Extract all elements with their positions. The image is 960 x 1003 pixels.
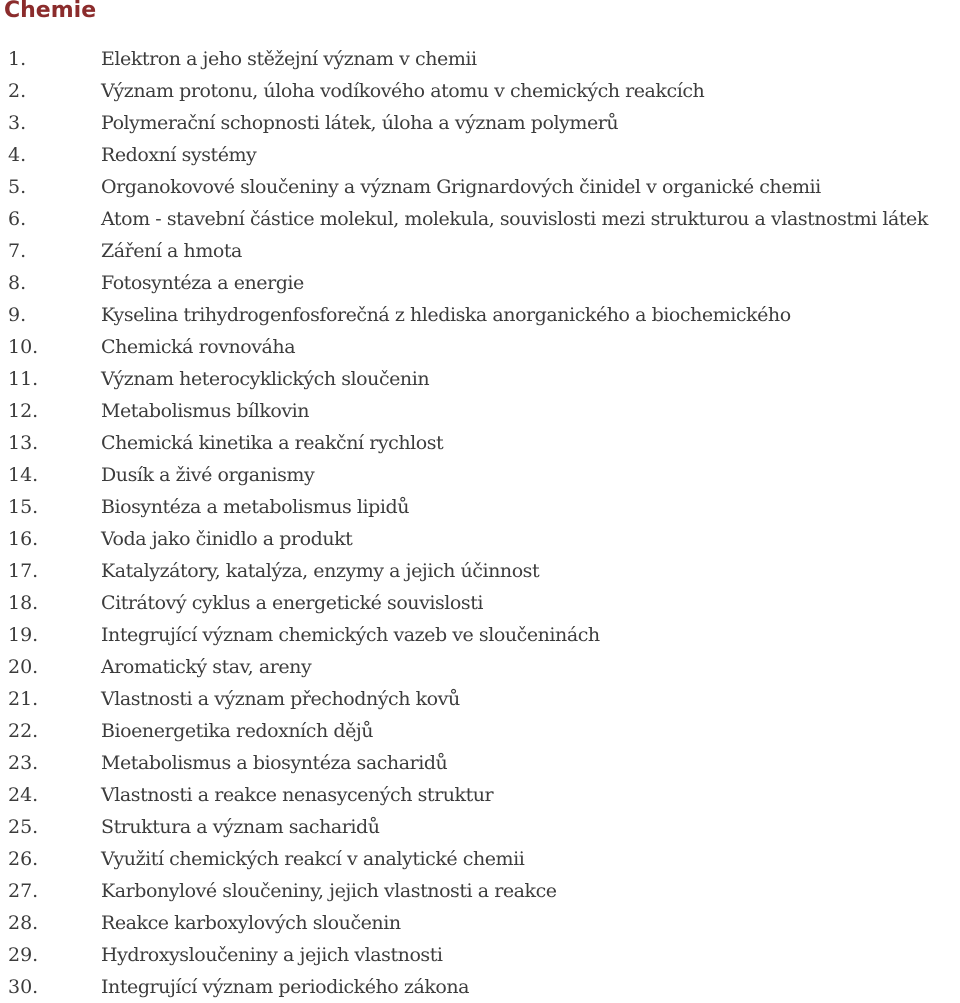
list-item-text: Integrující význam chemických vazeb ve sloučeninách (101, 624, 600, 646)
list-item-text: Dusík a živé organismy (101, 464, 315, 486)
list-item-text: Elektron a jeho stěžejní význam v chemii (101, 48, 477, 70)
list-item-number: 12. (8, 400, 39, 422)
list-item (0, 523, 960, 555)
list-item-number: 19. (8, 624, 39, 646)
list-item (0, 267, 960, 299)
list-item-text: Struktura a význam sacharidů (101, 816, 380, 838)
list-item (0, 139, 960, 171)
list-item-text: Integrující význam periodického zákona (101, 976, 470, 998)
list-item (0, 299, 960, 331)
list-item-number: 30. (8, 976, 39, 998)
list-item-text: Metabolismus a biosyntéza sacharidů (101, 752, 448, 774)
list-item (0, 619, 960, 651)
list-item-text: Kyselina trihydrogenfosforečná z hlediska anorganického a biochemického (101, 304, 791, 326)
list-item (0, 811, 960, 843)
list-item (0, 235, 960, 267)
list-item-text: Aromatický stav, areny (101, 656, 312, 678)
list-item-text: Záření a hmota (101, 240, 242, 262)
list-item-text: Citrátový cyklus a energetické souvislosti (101, 592, 484, 614)
list-item (0, 715, 960, 747)
list-item-number: 21. (8, 688, 39, 710)
list-item-text: Karbonylové sloučeniny, jejich vlastnosti a reakce (101, 880, 557, 902)
list-item-text: Chemická kinetika a reakční rychlost (101, 432, 444, 454)
list-item-number: 1. (8, 48, 27, 70)
list-item-text: Organokovové sloučeniny a význam Grignardových činidel v organické chemii (101, 176, 821, 198)
list-item (0, 395, 960, 427)
list-item-number: 16. (8, 528, 39, 550)
list-item-number: 7. (8, 240, 27, 262)
list-item-number: 4. (8, 144, 27, 166)
list-item-number: 9. (8, 304, 27, 326)
list-item-number: 17. (8, 560, 39, 582)
list-item (0, 363, 960, 395)
list-item-number: 13. (8, 432, 39, 454)
list-item (0, 171, 960, 203)
list-item-text: Metabolismus bílkovin (101, 400, 310, 422)
list-item-number: 15. (8, 496, 39, 518)
list-item-number: 14. (8, 464, 39, 486)
list-item-text: Význam heterocyklických sloučenin (101, 368, 430, 390)
list-item-text: Polymerační schopnosti látek, úloha a význam polymerů (101, 112, 619, 134)
list-item (0, 939, 960, 971)
list-item (0, 875, 960, 907)
list-item-number: 23. (8, 752, 39, 774)
list-item-text: Chemická rovnováha (101, 336, 296, 358)
list-item (0, 459, 960, 491)
list-item (0, 491, 960, 523)
list-item (0, 43, 960, 75)
list-item (0, 107, 960, 139)
list-item-number: 11. (8, 368, 39, 390)
list-item-text: Atom - stavební částice molekul, molekula, souvislosti mezi strukturou a vlastnostmi látek (101, 208, 928, 230)
list-item-text: Biosyntéza a metabolismus lipidů (101, 496, 409, 518)
list-item (0, 747, 960, 779)
list-item-number: 25. (8, 816, 39, 838)
list-item-number: 18. (8, 592, 39, 614)
list-item (0, 779, 960, 811)
list-item-number: 24. (8, 784, 39, 806)
list-item (0, 75, 960, 107)
list-item (0, 427, 960, 459)
list-item-number: 26. (8, 848, 39, 870)
list-item-text: Hydroxysloučeniny a jejich vlastnosti (101, 944, 443, 966)
list-item-number: 20. (8, 656, 39, 678)
list-item-number: 28. (8, 912, 39, 934)
list-item-text: Vlastnosti a reakce nenasycených struktur (101, 784, 494, 806)
list-item-number: 29. (8, 944, 39, 966)
list-item-number: 3. (8, 112, 27, 134)
list-item (0, 907, 960, 939)
list-item (0, 555, 960, 587)
list-item-number: 6. (8, 208, 27, 230)
list-item-number: 5. (8, 176, 27, 198)
list-item (0, 331, 960, 363)
list-item-text: Fotosyntéza a energie (101, 272, 304, 294)
list-item-number: 10. (8, 336, 39, 358)
list-item-number: 8. (8, 272, 27, 294)
list-item (0, 843, 960, 875)
list-item (0, 203, 960, 235)
list-item (0, 587, 960, 619)
list-item-text: Vlastnosti a význam přechodných kovů (101, 688, 460, 710)
list-item-number: 22. (8, 720, 39, 742)
list-item-text: Katalyzátory, katalýza, enzymy a jejich účinnost (101, 560, 540, 582)
list-item-text: Reakce karboxylových sloučenin (101, 912, 401, 934)
list-item-text: Využití chemických reakcí v analytické chemii (101, 848, 525, 870)
list-item-text: Bioenergetika redoxních dějů (101, 720, 374, 742)
page-title: Chemie (4, 0, 97, 23)
list-item-text: Voda jako činidlo a produkt (101, 528, 353, 550)
list-item (0, 683, 960, 715)
list-item-text: Redoxní systémy (101, 144, 257, 166)
list-item-text: Význam protonu, úloha vodíkového atomu v chemických reakcích (101, 80, 705, 102)
topic-list (0, 43, 960, 1003)
list-item (0, 651, 960, 683)
list-item-number: 2. (8, 80, 27, 102)
list-item-number: 27. (8, 880, 39, 902)
list-item (0, 971, 960, 1003)
